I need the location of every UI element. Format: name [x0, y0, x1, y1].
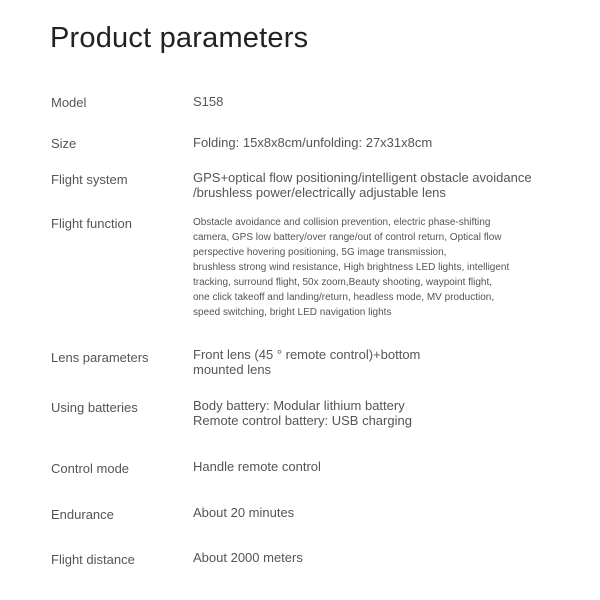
param-value	[193, 459, 321, 474]
param-value	[193, 135, 432, 150]
page-title: Product parameters	[50, 22, 309, 54]
param-value-line: About 20 minutes	[193, 505, 295, 520]
param-value-line: Front lens (45 ° remote control)+bottom	[193, 347, 421, 362]
param-value-line: Folding: 15x8x8cm/unfolding: 27x31x8cm	[193, 135, 433, 150]
param-value	[193, 170, 532, 200]
param-value	[193, 398, 412, 428]
param-value-line: camera, GPS low battery/over range/out of control return, Optical flow	[193, 232, 502, 243]
param-value-line: Obstacle avoidance and collision prevention, electric phase-shifting	[193, 217, 491, 228]
param-value-line: Handle remote control	[193, 459, 321, 474]
param-label: Using batteries	[51, 400, 138, 415]
param-value-line: tracking, surround flight, 50x zoom,Beauty shooting, waypoint flight,	[193, 277, 493, 288]
param-value-line: speed switching, bright LED navigation lights	[193, 307, 392, 318]
param-value	[193, 94, 223, 109]
param-label: Model	[51, 95, 87, 110]
param-label: Flight system	[51, 172, 128, 187]
param-value-line: S158	[193, 94, 224, 109]
param-value-line: /brushless power/electrically adjustable lens	[193, 185, 446, 200]
param-value	[193, 505, 294, 520]
param-value-line: Body battery: Modular lithium battery	[193, 398, 405, 413]
param-label: Size	[51, 136, 77, 151]
param-label: Flight function	[51, 216, 132, 231]
param-label: Lens parameters	[51, 350, 149, 365]
param-value-line: GPS+optical flow positioning/intelligent obstacle avoidance	[193, 170, 532, 185]
param-value-line: About 2000 meters	[193, 550, 303, 565]
param-value	[193, 347, 420, 377]
param-value-line: brushless strong wind resistance, High brightness LED lights, intelligent	[193, 262, 510, 273]
param-value-line: mounted lens	[193, 362, 272, 377]
param-value-line: Remote control battery: USB charging	[193, 413, 412, 428]
param-value	[193, 215, 509, 320]
param-label: Endurance	[51, 507, 114, 522]
param-value-line: one click takeoff and landing/return, headless mode, MV production,	[193, 292, 495, 303]
param-label: Control mode	[51, 461, 130, 476]
param-value-line: perspective hovering positioning, 5G image transmission,	[193, 247, 447, 258]
param-value	[193, 550, 303, 565]
param-label: Flight distance	[51, 552, 135, 567]
